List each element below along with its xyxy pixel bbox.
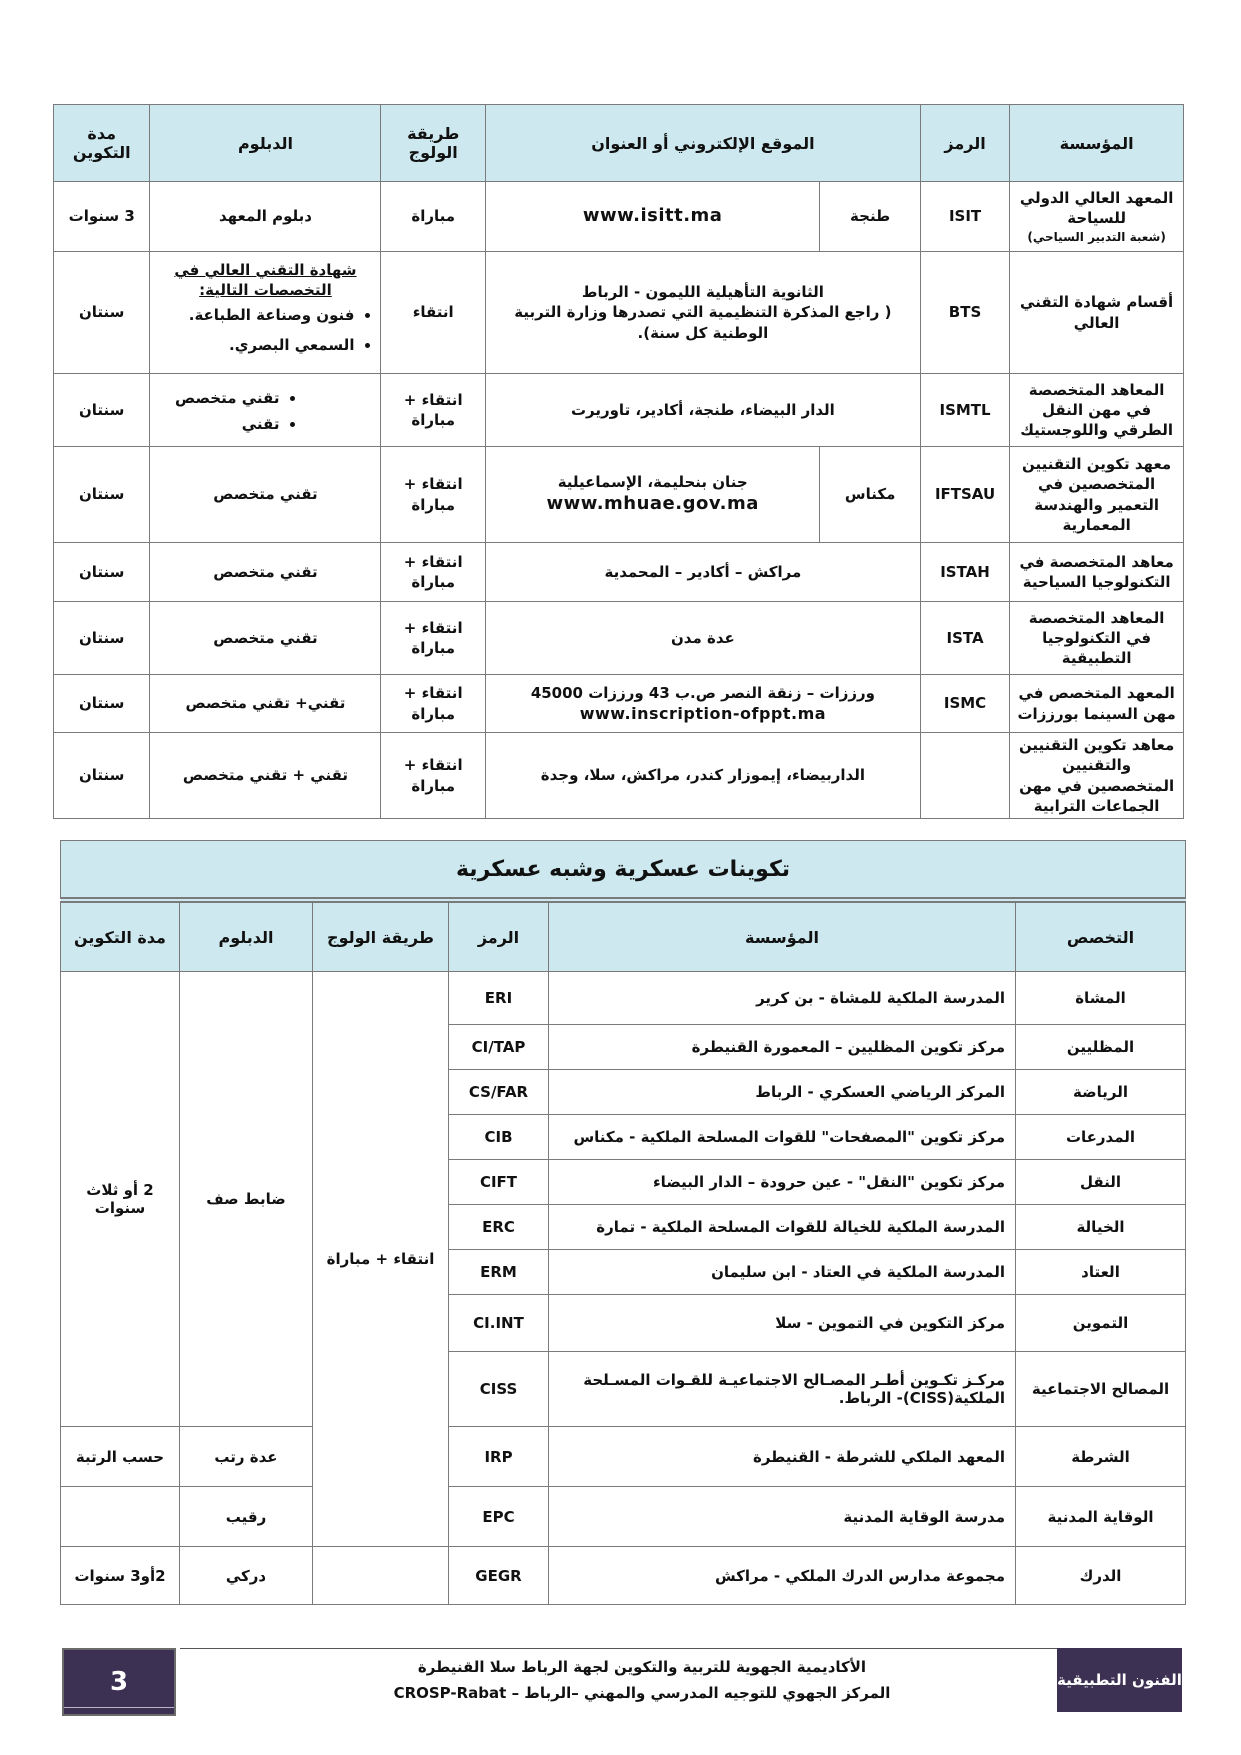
table-row (54, 374, 1184, 447)
table-row (61, 1487, 1186, 1547)
specialty-cell: التموين (1016, 1295, 1186, 1352)
access-cell: انتقاء + مباراة (381, 733, 485, 819)
access-cell: انتقاء + مباراة (381, 447, 485, 543)
code-cell: CISS (449, 1352, 549, 1427)
specialty-cell: الخيالة (1016, 1205, 1186, 1250)
footer-brand: الفنون التطبيقية (1057, 1648, 1182, 1712)
diploma-cell (150, 374, 381, 447)
table-header-row (61, 900, 1186, 972)
table-title-row (61, 841, 1186, 901)
address-line: ورززات – زنقة النصر ص.ب 43 ورززات 45000 (530, 683, 875, 702)
institutions-table (53, 104, 1184, 819)
table-row (61, 972, 1186, 1025)
page-footer (62, 1648, 1182, 1716)
website-link[interactable]: www.inscription-ofppt.ma (579, 703, 827, 723)
address-cell: عدة مدن (485, 602, 920, 675)
code-cell: IFTSAU (920, 447, 1009, 543)
code-cell: ISMTL (920, 374, 1009, 447)
table-row (54, 675, 1184, 733)
duration-cell: سنتان (54, 447, 150, 543)
institution-cell: المدرسة الملكية في العتاد - ابن سليمان (549, 1250, 1016, 1295)
specialty-cell: المصالح الاجتماعية (1016, 1352, 1186, 1427)
page-number: 3 (62, 1648, 176, 1716)
header-code: الرمز (920, 105, 1009, 182)
diploma-cell: تقني متخصص (150, 447, 381, 543)
specialty-cell: النقل (1016, 1160, 1186, 1205)
diploma-cell: ضابط صف (180, 972, 313, 1427)
access-cell: انتقاء + مباراة (381, 602, 485, 675)
institution-cell: مركز تكوين "النقل" - عين حرودة – الدار البيضاء (549, 1160, 1016, 1205)
section-title: تكوينات عسكرية وشبه عسكرية (61, 841, 1186, 901)
diploma-cell: تقني + تقني متخصص (150, 733, 381, 819)
specialty-cell: الشرطة (1016, 1427, 1186, 1487)
institution-cell: مركز التكوين في التموين - سلا (549, 1295, 1016, 1352)
address-line: الثانوية التأهيلية الليمون - الرباط (581, 283, 824, 302)
institution-cell: معهد تكوين التقنيين المتخصصين في التعمير والهندسة المعمارية (1010, 447, 1184, 543)
city-cell: مكناس (820, 447, 920, 543)
diploma-item: • تقني (156, 414, 279, 434)
institution-cell: معاهد تكوين التقنيين والتقنيين المتخصصين في مهن الجماعات الترابية (1010, 733, 1184, 819)
code-cell: ERI (449, 972, 549, 1025)
institution-cell: المدرسة الملكية للخيالة للقوات المسلحة الملكية - تمارة (549, 1205, 1016, 1250)
code-cell: BTS (920, 252, 1009, 374)
header-site: الموقع الإلكتروني أو العنوان (485, 105, 920, 182)
access-cell-empty (313, 1547, 449, 1605)
code-cell: ISMC (920, 675, 1009, 733)
header-access: طريقة الولوج (313, 900, 449, 972)
diploma-list (156, 388, 374, 435)
code-cell: IRP (449, 1427, 549, 1487)
diploma-cell: تقني+ تقني متخصص (150, 675, 381, 733)
address-cell (485, 447, 819, 543)
header-duration: مدة التكوين (61, 900, 180, 972)
table-row (54, 733, 1184, 819)
code-cell: CIFT (449, 1160, 549, 1205)
institution-cell: مدرسة الوقاية المدنية (549, 1487, 1016, 1547)
duration-cell: 2أو3 سنوات (61, 1547, 180, 1605)
duration-cell: سنتان (54, 543, 150, 602)
table-row (54, 543, 1184, 602)
table-row (54, 252, 1184, 374)
header-code: الرمز (449, 900, 549, 972)
specialty-cell: الوقاية المدنية (1016, 1487, 1186, 1547)
city-cell: طنجة (820, 182, 920, 252)
specialty-cell: العتاد (1016, 1250, 1186, 1295)
code-cell: EPC (449, 1487, 549, 1547)
table-row (54, 602, 1184, 675)
institution-cell: المعاهد المتخصصة في مهن النقل الطرقي واللوجستيك (1010, 374, 1184, 447)
footer-center: المركز الجهوي للتوجيه المدرسي والمهني –الرباط – CROSP-Rabat (393, 1684, 891, 1702)
duration-cell: 3 سنوات (54, 182, 150, 252)
code-cell: ISIT (920, 182, 1009, 252)
address-cell (485, 675, 920, 733)
institution-name: المعهد العالي الدولي للسياحة (1019, 189, 1174, 228)
institution-cell: المعاهد المتخصصة في التكنولوجيا التطبيقية (1010, 602, 1184, 675)
address-line: جنان بنحليمة، الإسماعيلية (557, 473, 748, 492)
footer-text (362, 1654, 922, 1706)
table-row (54, 447, 1184, 543)
table-header-row (54, 105, 1184, 182)
institution-cell: مركـز تكـوين أطـر المصـالح الاجتماعيـة للقـوات المسـلحة الملكية(CISS)- الرباط. (549, 1352, 1016, 1427)
address-cell: الدار البيضاء، طنجة، أكادير، تاوريرت (485, 374, 920, 447)
table-row (54, 182, 1184, 252)
diploma-item: • فنون وصناعة الطباعة. (156, 305, 354, 325)
specialty-cell: المشاة (1016, 972, 1186, 1025)
duration-cell: سنتان (54, 733, 150, 819)
duration-cell: سنتان (54, 675, 150, 733)
diploma-cell: رقيب (180, 1487, 313, 1547)
website-cell: www.isitt.ma (485, 182, 819, 252)
duration-cell: 2 أو ثلاث سنوات (61, 972, 180, 1427)
institution-cell: المركز الرياضي العسكري - الرباط (549, 1070, 1016, 1115)
specialty-cell: الدرك (1016, 1547, 1186, 1605)
code-cell: CI.INT (449, 1295, 549, 1352)
header-institution: المؤسسة (549, 900, 1016, 972)
code-cell: CIB (449, 1115, 549, 1160)
diploma-item: • تقني متخصص (156, 388, 279, 408)
code-cell: CI/TAP (449, 1025, 549, 1070)
diploma-title: شهادة التقني العالي في التخصصات التالية: (174, 261, 357, 300)
address-cell (485, 252, 920, 374)
military-training-table (60, 840, 1186, 1605)
institution-cell: المدرسة الملكية للمشاة - بن كرير (549, 972, 1016, 1025)
address-cell: الداربيضاء، إيموزار كندر، مراكش، سلا، وجدة (485, 733, 920, 819)
diploma-list (156, 305, 374, 356)
institution-cell: المعهد الملكي للشرطة - القنيطرة (549, 1427, 1016, 1487)
diploma-cell: دبلوم المعهد (150, 182, 381, 252)
duration-cell: حسب الرتبة (61, 1427, 180, 1487)
website-link[interactable]: www.mhuae.gov.ma (546, 493, 759, 515)
institution-cell: مجموعة مدارس الدرك الملكي - مراكش (549, 1547, 1016, 1605)
header-diploma: الدبلوم (180, 900, 313, 972)
address-cell: مراكش – أكادير – المحمدية (485, 543, 920, 602)
header-specialty: التخصص (1016, 900, 1186, 972)
table-row (61, 1427, 1186, 1487)
access-cell: انتقاء + مباراة (381, 675, 485, 733)
institution-cell: معاهد المتخصصة في التكنولوجيا السياحية (1010, 543, 1184, 602)
table-row (61, 1547, 1186, 1605)
header-diploma: الدبلوم (150, 105, 381, 182)
code-cell (920, 733, 1009, 819)
diploma-cell: تقني متخصص (150, 602, 381, 675)
code-cell: ISTA (920, 602, 1009, 675)
access-cell: انتقاء + مباراة (381, 374, 485, 447)
institution-cell: المعهد المتخصص في مهن السينما بورززات (1010, 675, 1184, 733)
header-duration: مدة التكوين (54, 105, 150, 182)
institution-cell: مركز تكوين "المصفحات" للقوات المسلحة الملكية - مكناس (549, 1115, 1016, 1160)
header-access: طريقة الولوج (381, 105, 485, 182)
code-cell: GEGR (449, 1547, 549, 1605)
code-cell: CS/FAR (449, 1070, 549, 1115)
code-cell: ERM (449, 1250, 549, 1295)
diploma-item: • السمعي البصري. (156, 335, 354, 355)
code-cell: ISTAH (920, 543, 1009, 602)
access-cell: مباراة (381, 182, 485, 252)
code-cell: ERC (449, 1205, 549, 1250)
diploma-cell (150, 252, 381, 374)
institution-cell: مركز تكوين المظليين – المعمورة القنيطرة (549, 1025, 1016, 1070)
header-institution: المؤسسة (1010, 105, 1184, 182)
institution-cell (1010, 182, 1184, 252)
specialty-cell: المدرعات (1016, 1115, 1186, 1160)
duration-cell (61, 1487, 180, 1547)
specialty-cell: الرياضة (1016, 1070, 1186, 1115)
duration-cell: سنتان (54, 252, 150, 374)
access-cell: انتقاء + مباراة (381, 543, 485, 602)
institution-note: (شعبة التدبير السياحي) (1027, 229, 1166, 244)
diploma-cell: عدة رتب (180, 1427, 313, 1487)
diploma-cell: دركي (180, 1547, 313, 1605)
institution-cell: أقسام شهادة التقني العالي (1010, 252, 1184, 374)
specialty-cell: المظليين (1016, 1025, 1186, 1070)
duration-cell: سنتان (54, 602, 150, 675)
access-cell: انتقاء + مباراة (313, 972, 449, 1547)
footer-academy: الأكاديمية الجهوية للتربية والتكوين لجهة الرباط سلا القنيطرة (417, 1658, 867, 1676)
duration-cell: سنتان (54, 374, 150, 447)
address-line: ( راجع المذكرة التنظيمية التي تصدرها وزارة التربية الوطنية كل سنة). (514, 303, 892, 342)
access-cell: انتقاء (381, 252, 485, 374)
footer-divider (180, 1648, 1060, 1649)
diploma-cell: تقني متخصص (150, 543, 381, 602)
